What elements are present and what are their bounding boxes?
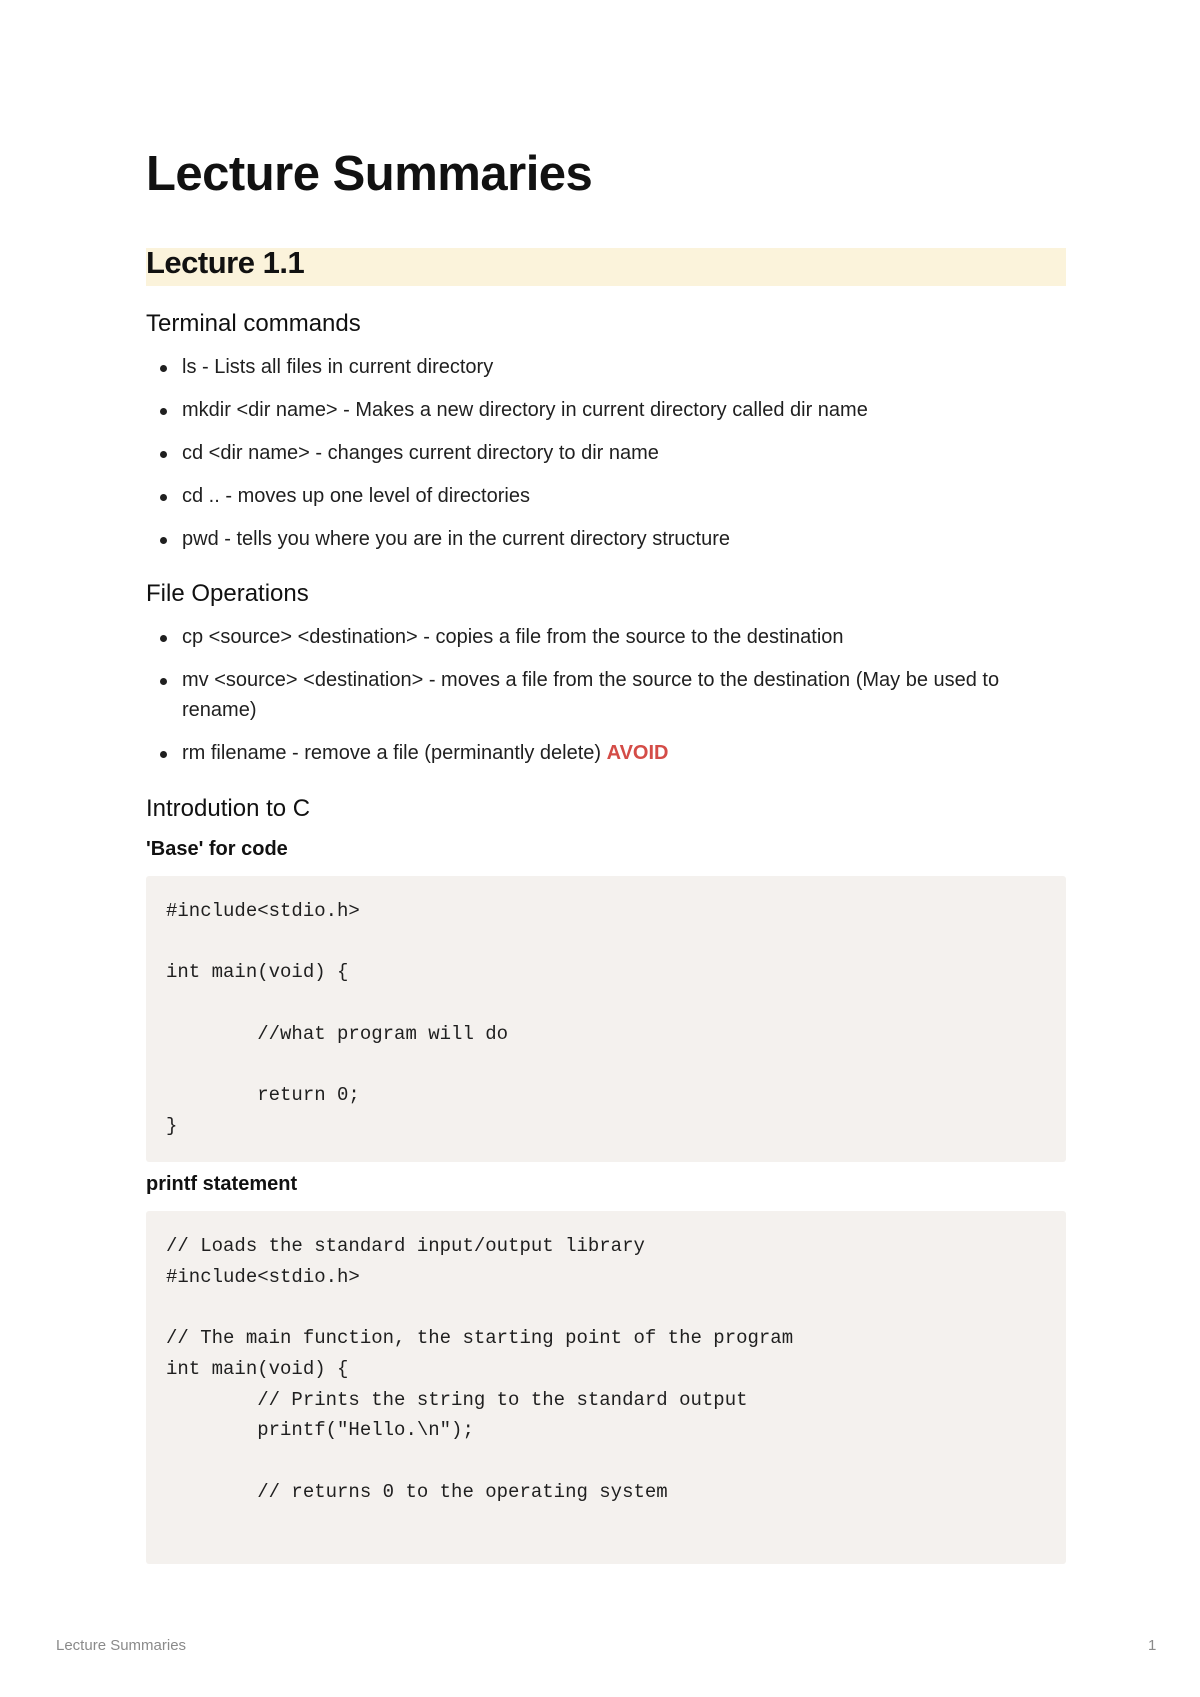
list-item <box>146 438 1066 468</box>
code-text: // Loads the standard input/output library #include<stdio.h> // The main function, the starting point of the program int main(void) { // Prints the string to the standard output printf("Hello.\n"); // returns 0 to the operating system <box>166 1235 794 1503</box>
bullet-icon <box>160 408 167 415</box>
list-item-text: pwd - tells you where you are in the current directory structure <box>182 528 731 550</box>
list-item-text: mv <source> <destination> - moves a file from the source to the destination (May be used to rename) <box>182 669 1000 721</box>
bullet-icon <box>160 537 167 544</box>
list-item <box>146 395 1066 425</box>
base-code-label: 'Base' for code <box>146 838 288 860</box>
list-item <box>146 622 1066 652</box>
list-item <box>146 481 1066 511</box>
lecture-heading: Lecture 1.1 <box>146 245 305 280</box>
code-block-base <box>146 876 1066 1162</box>
bullet-icon <box>160 635 167 642</box>
code-text: #include<stdio.h> int main(void) { //what program will do return 0; } <box>166 900 509 1137</box>
list-item-text: cp <source> <destination> - copies a file from the source to the destination <box>182 626 844 648</box>
page-number: 1 <box>1148 1637 1157 1654</box>
footer-title: Lecture Summaries <box>56 1637 187 1654</box>
file-operations-list <box>146 622 1066 781</box>
printf-label: printf statement <box>146 1173 298 1195</box>
file-operations-heading: File Operations <box>146 580 309 607</box>
bullet-icon <box>160 451 167 458</box>
terminal-commands-heading: Terminal commands <box>146 310 361 337</box>
avoid-warning: AVOID <box>606 742 669 764</box>
code-block-printf <box>146 1211 1066 1564</box>
list-item <box>146 738 1066 768</box>
list-item-text: rm filename - remove a file (perminantly delete) <box>182 742 607 764</box>
list-item-text: cd <dir name> - changes current directory to dir name <box>182 442 659 464</box>
list-item <box>146 352 1066 382</box>
bullet-icon <box>160 494 167 501</box>
list-item-text: ls - Lists all files in current directory <box>182 356 494 378</box>
bullet-icon <box>160 365 167 372</box>
list-item-text: cd .. - moves up one level of directories <box>182 485 530 507</box>
terminal-commands-list <box>146 352 1066 567</box>
page-title: Lecture Summaries <box>146 147 593 201</box>
bullet-icon <box>160 678 167 685</box>
list-item <box>146 665 1066 725</box>
list-item-text: mkdir <dir name> - Makes a new directory in current directory called dir name <box>182 399 868 421</box>
intro-c-heading: Introdution to C <box>146 795 311 822</box>
list-item <box>146 524 1066 554</box>
bullet-icon <box>160 751 167 758</box>
